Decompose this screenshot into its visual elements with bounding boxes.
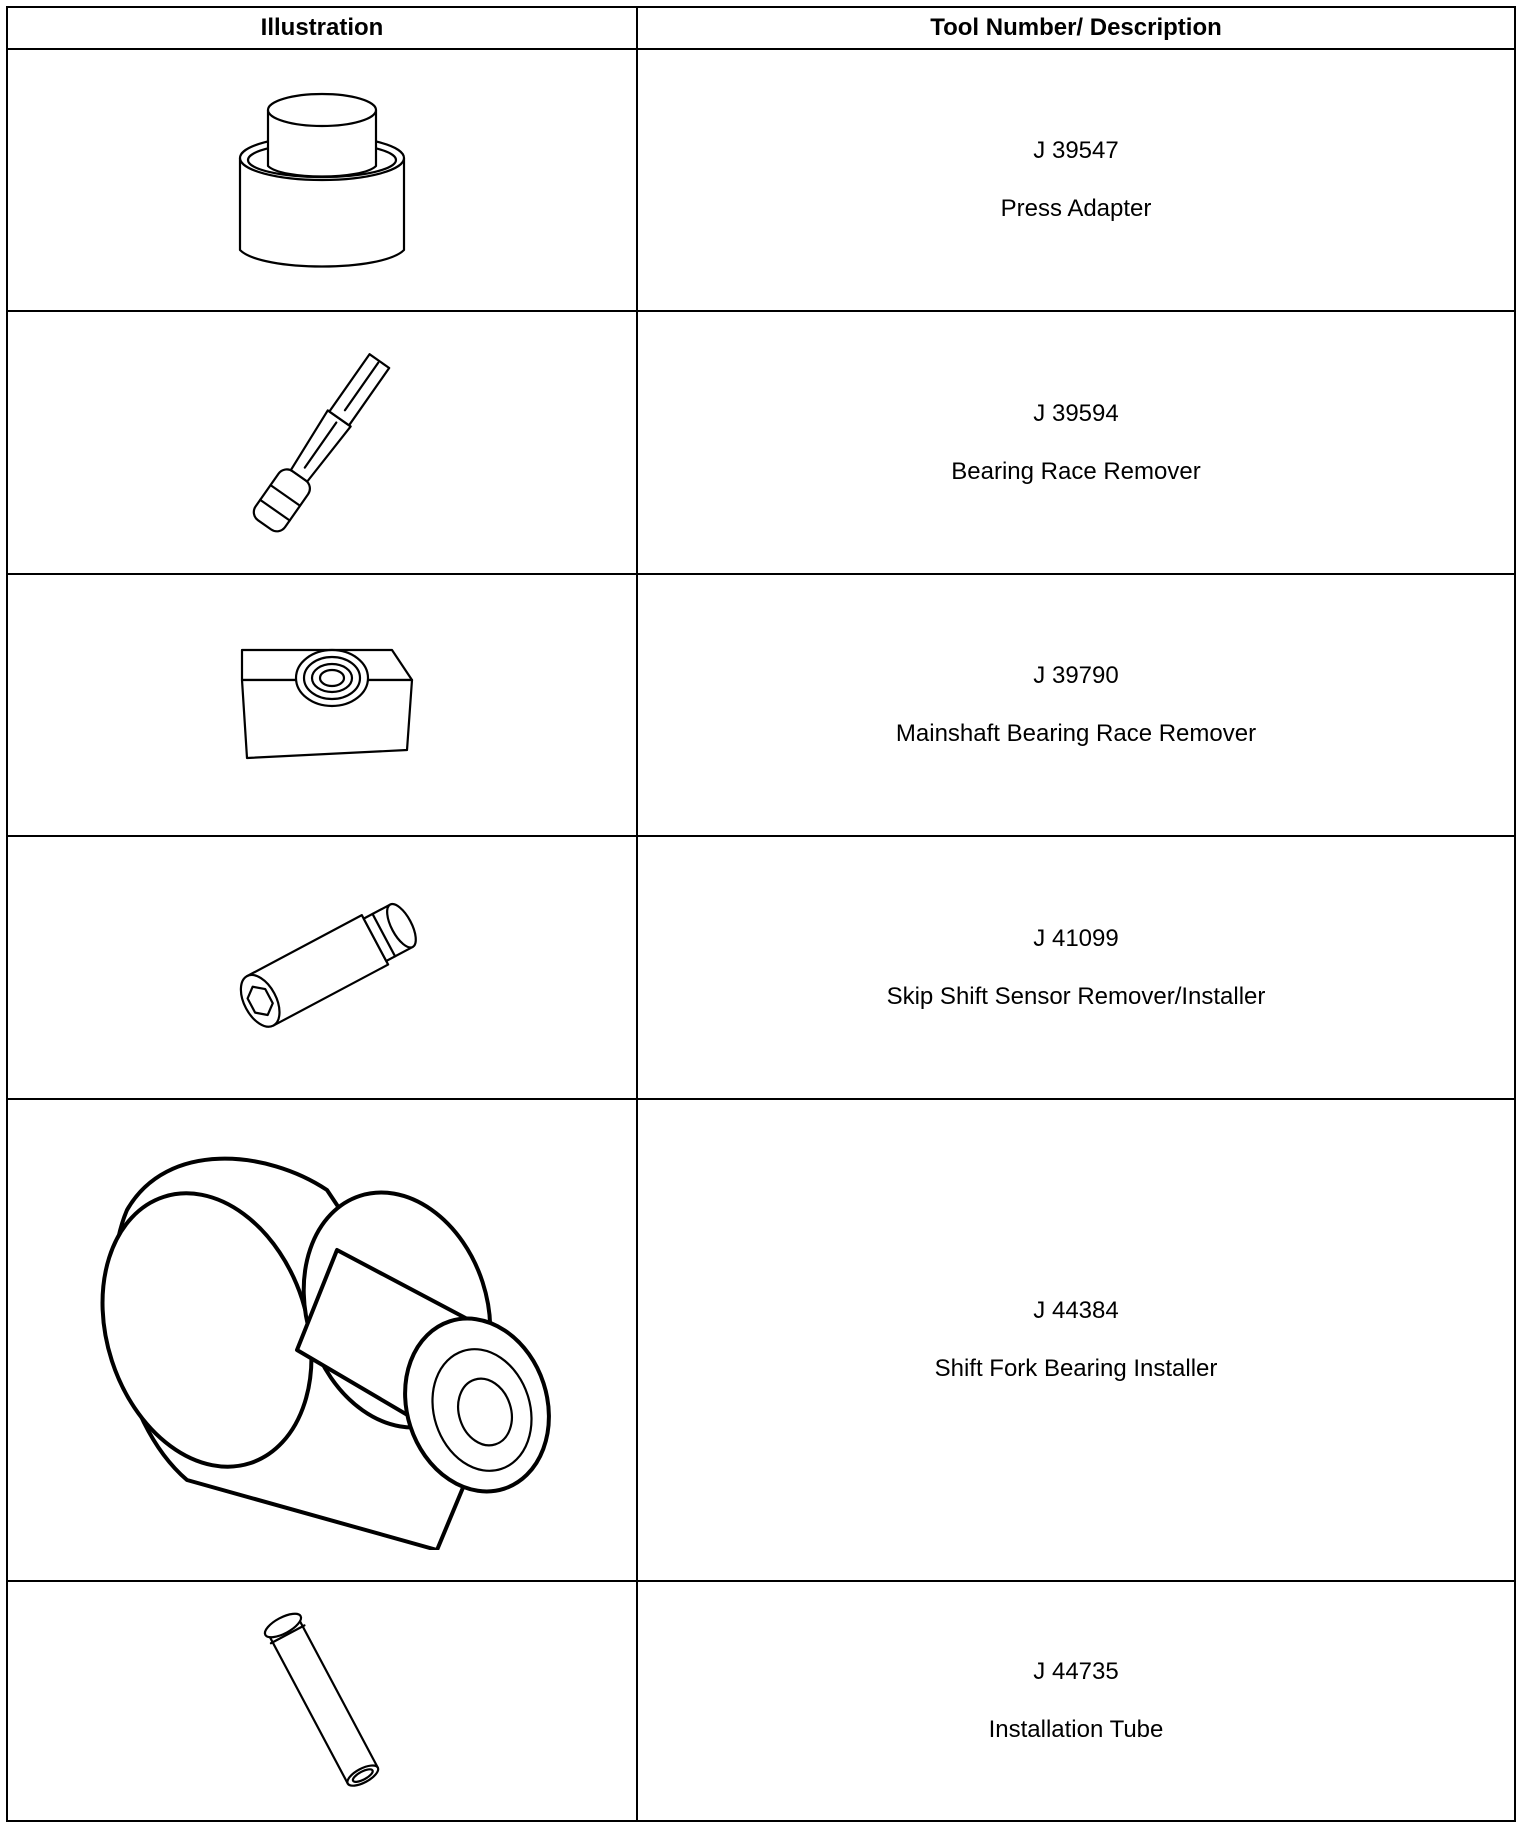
tool-name: Mainshaft Bearing Race Remover xyxy=(895,720,1257,747)
tool-number: J 44735 xyxy=(1033,1658,1119,1685)
tool-name: Installation Tube xyxy=(988,1716,1164,1743)
description-column-header: Tool Number/ Description xyxy=(637,7,1515,49)
tool-number: J 39547 xyxy=(1033,137,1119,164)
table-header-row xyxy=(7,7,1515,49)
description-cell xyxy=(637,49,1515,311)
tool-number: J 39790 xyxy=(1033,662,1119,689)
illustration-cell xyxy=(7,49,637,311)
skip-shift-sensor-socket-icon xyxy=(212,878,432,1058)
installation-tube-icon xyxy=(242,1596,402,1806)
illustration-cell xyxy=(7,836,637,1099)
tool-name: Bearing Race Remover xyxy=(951,457,1201,485)
table-row xyxy=(7,574,1515,836)
description-cell xyxy=(637,836,1515,1099)
description-cell xyxy=(637,574,1515,836)
table-row xyxy=(7,1581,1515,1821)
illustration-cell xyxy=(7,1581,637,1821)
bearing-race-remover-icon xyxy=(212,353,432,533)
tool-name: Skip Shift Sensor Remover/Installer xyxy=(886,982,1266,1010)
illustration-cell xyxy=(7,574,637,836)
shift-fork-bearing-installer-icon xyxy=(87,1130,557,1550)
press-adapter-icon xyxy=(232,80,412,280)
illustration-column-header: Illustration xyxy=(7,7,637,49)
table-row xyxy=(7,1099,1515,1581)
description-cell xyxy=(637,311,1515,574)
tool-number: J 41099 xyxy=(1033,924,1119,952)
illustration-cell xyxy=(7,311,637,574)
table-row xyxy=(7,49,1515,311)
tool-name: Press Adapter xyxy=(1000,195,1152,222)
description-cell xyxy=(637,1099,1515,1581)
special-tools-table xyxy=(6,6,1516,1822)
table-row xyxy=(7,311,1515,574)
mainshaft-bearing-race-remover-icon xyxy=(222,640,422,770)
tool-number: J 44384 xyxy=(1033,1297,1119,1324)
tool-number: J 39594 xyxy=(1033,399,1119,427)
tool-name: Shift Fork Bearing Installer xyxy=(934,1355,1218,1382)
table-row xyxy=(7,836,1515,1099)
description-cell xyxy=(637,1581,1515,1821)
illustration-cell xyxy=(7,1099,637,1581)
